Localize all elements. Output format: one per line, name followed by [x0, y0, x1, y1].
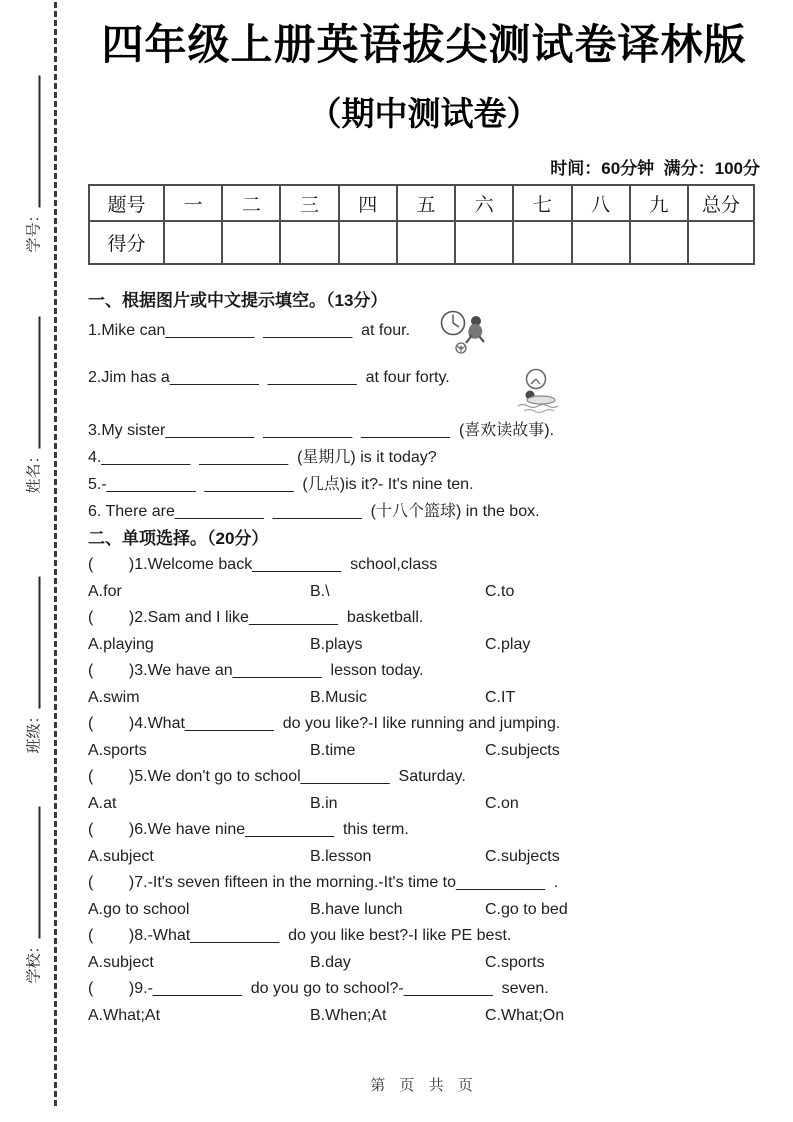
- fill-question-6: 6. There are__________ __________ (十八个篮球) in the box.: [88, 503, 540, 520]
- option-a: A.swim: [88, 688, 140, 706]
- mc-question-9: ( )9.-__________ do you go to school?-__________ seven.: [88, 980, 549, 997]
- score-table: [88, 184, 755, 265]
- score-cell-empty: [222, 221, 280, 264]
- student-name-blank-line: [37, 316, 41, 448]
- score-cell-empty: [513, 221, 571, 264]
- option-a: A.What;At: [88, 1006, 161, 1024]
- mc-question-8: ( )8.-What__________ do you like best?-I like PE best.: [88, 927, 512, 944]
- score-table-header-row: [89, 185, 754, 221]
- mc-options-8: [88, 950, 760, 977]
- student-number-label: 学号：: [25, 207, 43, 253]
- score-table-header-cell: 九: [630, 185, 688, 221]
- score-cell-empty: [688, 221, 754, 264]
- score-table-header-cell: 七: [513, 185, 571, 221]
- option-c: C.go to bed: [485, 900, 568, 918]
- fill-question-2: 2.Jim has a__________ __________ at four forty.: [88, 369, 450, 386]
- score-cell-empty: [280, 221, 338, 264]
- student-name-label: 姓名：: [25, 448, 43, 494]
- score-cell-empty: [397, 221, 455, 264]
- exam-paper: [88, 20, 760, 1029]
- score-table-header-cell: 一: [164, 185, 222, 221]
- score-cell-empty: [339, 221, 397, 264]
- section2-heading: 二、单项选择。（20分）: [88, 529, 269, 548]
- option-c: C.to: [485, 582, 515, 600]
- clock-four-forty-swimming-kid-illustration: [506, 368, 566, 425]
- school-blank-line: [37, 806, 41, 938]
- class-blank-line: [37, 576, 41, 708]
- option-b: B.in: [310, 794, 338, 812]
- option-b: B.Music: [310, 688, 367, 706]
- score-table-header-cell: 二: [222, 185, 280, 221]
- score-cell-empty: [572, 221, 630, 264]
- option-c: C.on: [485, 794, 519, 812]
- option-b: B.When;At: [310, 1006, 387, 1024]
- school-label: 学校：: [25, 938, 43, 984]
- mc-options-1: [88, 579, 760, 606]
- fill-question-5: 5.-__________ __________ (几点)is it?- It's nine ten.: [88, 476, 474, 493]
- score-table-header-cell: 六: [455, 185, 513, 221]
- class-label: 班级：: [25, 708, 43, 754]
- mc-question-5: ( )5.We don't go to school__________ Saturday.: [88, 768, 466, 785]
- option-b: B.plays: [310, 635, 363, 653]
- option-c: C.sports: [485, 953, 545, 971]
- mc-options-9: [88, 1003, 760, 1030]
- score-row-label: 得分: [89, 221, 164, 264]
- option-a: A.at: [88, 794, 117, 812]
- option-c: C.subjects: [485, 847, 560, 865]
- student-number-field: [23, 75, 44, 252]
- seal-dashed-line: [54, 2, 57, 1106]
- option-b: B.time: [310, 741, 356, 759]
- fill-question-4: 4.__________ __________ (星期几) is it today?: [88, 449, 437, 466]
- fill-question-3: 3.My sister__________ __________ __________ (喜欢读故事).: [88, 422, 555, 439]
- option-a: A.for: [88, 582, 122, 600]
- mc-options-2: [88, 632, 760, 659]
- school-field: [23, 806, 44, 983]
- option-b: B.have lunch: [310, 900, 403, 918]
- mc-options-7: [88, 897, 760, 924]
- fill-question-1: 1.Mike can__________ __________ at four.: [88, 322, 411, 339]
- mc-options-4: [88, 738, 760, 765]
- option-b: B.day: [310, 953, 351, 971]
- mc-question-3: ( )3.We have an__________ lesson today.: [88, 662, 424, 679]
- mc-question-6: ( )6.We have nine__________ this term.: [88, 821, 409, 838]
- option-a: A.go to school: [88, 900, 190, 918]
- option-a: A.playing: [88, 635, 154, 653]
- score-table-header-cell: 总分: [688, 185, 754, 221]
- option-a: A.subject: [88, 847, 154, 865]
- option-b: B.lesson: [310, 847, 372, 865]
- option-a: A.subject: [88, 953, 154, 971]
- section1-heading: 一、根据图片或中文提示填空。（13分）: [88, 291, 388, 310]
- student-number-blank-line: [37, 75, 41, 207]
- score-table-header-cell: 题号: [89, 185, 164, 221]
- mc-options-6: [88, 844, 760, 871]
- score-cell-empty: [630, 221, 688, 264]
- mc-question-7: ( )7.-It's seven fifteen in the morning.-It's time to__________ .: [88, 874, 559, 891]
- page-title: 四年级上册英语拔尖测试卷译林版: [101, 21, 747, 68]
- mc-question-1: ( )1.Welcome back__________ school,class: [88, 556, 438, 573]
- score-table-header-cell: 八: [572, 185, 630, 221]
- page-subtitle: （期中测试卷）: [308, 95, 540, 132]
- score-table-score-row: [89, 221, 754, 264]
- score-table-header-cell: 五: [397, 185, 455, 221]
- mc-question-2: ( )2.Sam and I like__________ basketball.: [88, 609, 424, 626]
- option-a: A.sports: [88, 741, 147, 759]
- class-field: [23, 576, 44, 753]
- option-b: B.\: [310, 582, 330, 600]
- mc-options-3: [88, 685, 760, 712]
- option-c: C.play: [485, 635, 531, 653]
- student-name-field: [23, 316, 44, 493]
- mc-options-5: [88, 791, 760, 818]
- score-table-header-cell: 四: [339, 185, 397, 221]
- score-cell-empty: [164, 221, 222, 264]
- clock-four-football-kid-illustration: [438, 308, 496, 369]
- score-table-header-cell: 三: [280, 185, 338, 221]
- option-c: C.What;On: [485, 1006, 565, 1024]
- option-c: C.IT: [485, 688, 516, 706]
- mc-question-4: ( )4.What__________ do you like?-I like running and jumping.: [88, 715, 561, 732]
- page-footer: 第 页 共 页: [370, 1077, 478, 1094]
- option-c: C.subjects: [485, 741, 560, 759]
- exam-time-score-info: 时间：60分钟 满分：100分: [550, 159, 760, 178]
- score-cell-empty: [455, 221, 513, 264]
